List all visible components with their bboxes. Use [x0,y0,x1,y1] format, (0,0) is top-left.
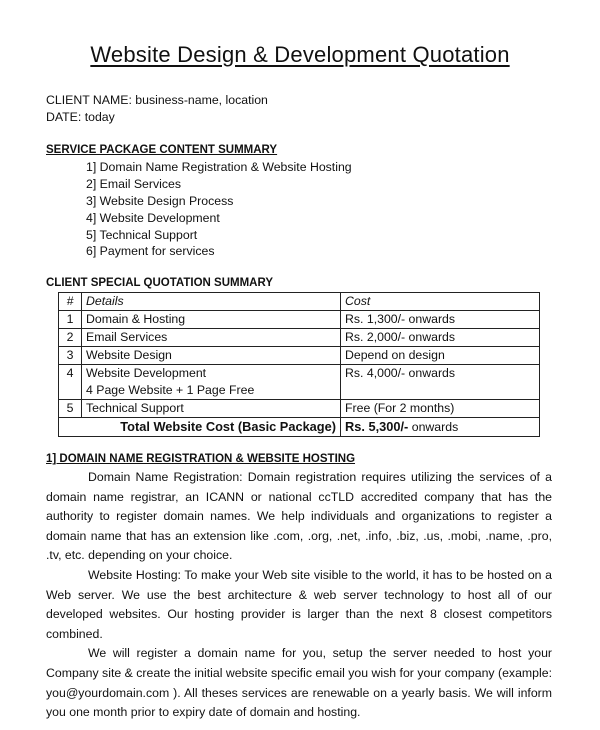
row-details: Domain & Hosting [82,311,341,329]
service-item: 2] Email Services [86,177,181,191]
paragraph-website-hosting: Website Hosting: To make your Web site visible to the world, it has to be hosted on a Web server. We use the best architecture & web server technology to host all of our developed websites. Our hosting provider is larger than the next 8 closest competitors combined. [46,567,552,641]
row-details: Technical Support [82,400,341,418]
paragraph-registration-services: We will register a domain name for you, setup the server needed to host your Company site & create the initial website specific email you wish for your company (example: you@yourdomain.com ). All theses services are renewable on a yearly basis. We will inform you one month prior to expiry date of domain and hosting. [46,646,552,720]
row-cost: Free (For 2 months) [341,400,540,418]
table-row [59,329,540,347]
client-name: CLIENT NAME: business-name, location [46,93,268,107]
date: DATE: today [46,110,115,124]
service-item: 6] Payment for services [86,244,215,258]
row-number: 4 [59,365,82,400]
row-details: Email Services [82,329,341,347]
total-value-cell [341,418,540,437]
table-row [59,400,540,418]
total-label: Total Website Cost (Basic Package) [59,418,341,437]
table-row [59,347,540,365]
service-item: 5] Technical Support [86,228,198,242]
service-item: 4] Website Development [86,211,220,225]
column-header-number: # [59,293,82,311]
section1-heading [46,453,355,465]
paragraph-domain-registration: Domain Name Registration: Domain registration requires utilizing the services of a domain name registrar, an ICANN or national ccTLD accredited company that has the authority to register domain names. We help individuals and organizations to register a domain name that has an extension like .com, .org, .net, .info, .biz, .us, .mobi, .name, .pro, .tv, etc. depending on your choice. [46,470,552,563]
row-details-line2: 4 Page Website + 1 Page Free [86,383,255,397]
quotation-table [58,292,540,437]
total-value: Rs. 5,300/- [345,419,409,434]
row-cost: Depend on design [341,347,540,365]
row-details [82,365,341,400]
service-item: 1] Domain Name Registration & Website Hosting [86,160,352,174]
table-header-row [59,293,540,311]
row-number: 1 [59,311,82,329]
table-row [59,365,540,400]
quotation-summary-heading: CLIENT SPECIAL QUOTATION SUMMARY [46,277,274,289]
column-header-cost: Cost [341,293,540,311]
row-number: 5 [59,400,82,418]
service-item: 3] Website Design Process [86,194,234,208]
table-row [59,311,540,329]
row-cost: Rs. 4,000/- onwards [341,365,540,400]
row-number: 3 [59,347,82,365]
page-title: Website Design & Development Quotation [90,42,510,67]
row-details: Website Design [82,347,341,365]
section1-body [46,468,552,723]
column-header-details: Details [82,293,341,311]
row-cost: Rs. 1,300/- onwards [341,311,540,329]
row-details-line1: Website Development [86,366,207,380]
total-row [59,418,540,437]
section1-heading-text: 1] DOMAIN NAME REGISTRATION & WEBSITE HOSTING [46,453,356,465]
total-suffix: onwards [411,420,459,434]
row-cost: Rs. 2,000/- onwards [341,329,540,347]
service-summary-heading: SERVICE PACKAGE CONTENT SUMMARY [46,144,278,156]
row-number: 2 [59,329,82,347]
